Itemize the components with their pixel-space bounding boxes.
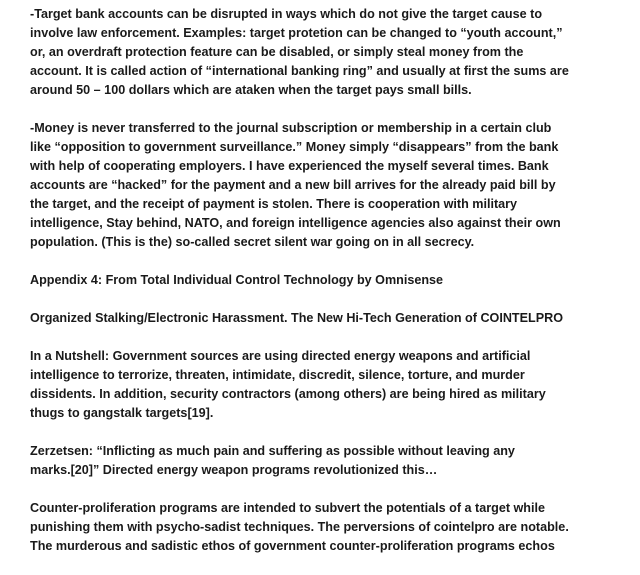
text-line: Organized Stalking/Electronic Harassment. The New Hi-Tech Generation of COINTELPRO [30, 311, 564, 325]
text-line: Counter-proliferation programs are intended to subvert the potentials of a target while [30, 501, 546, 515]
text-line: the target, and the receipt of payment is stolen. There is cooperation with military [30, 197, 518, 211]
paragraph-bank-disruption [30, 5, 634, 100]
text-line: population. (This is the) so-called secret silent war going on in all secrecy. [30, 235, 475, 249]
text-line: -Target bank accounts can be disrupted in ways which do not give the target cause to [30, 7, 543, 21]
paragraph-money-transfer [30, 119, 634, 252]
text-line: involve law enforcement. Examples: target protetion can be changed to “youth account,” [30, 26, 563, 40]
text-line: Zerzetsen: “Inflicting as much pain and suffering as possible without leaving any [30, 444, 515, 458]
text-line: intelligence, Stay behind, NATO, and foreign intelligence agencies also against their own [30, 216, 561, 230]
paragraph-zerzetsen [30, 442, 634, 480]
text-line: around 50 – 100 dollars which are ataken when the target pays small bills. [30, 83, 472, 97]
text-line: thugs to gangstalk targets[19]. [30, 406, 214, 420]
text-line: intelligence to terrorize, threaten, intimidate, discredit, silence, torture, and murder [30, 368, 525, 382]
paragraph-section-title [30, 309, 634, 328]
text-line: marks.[20]” Directed energy weapon programs revolutionized this… [30, 463, 438, 477]
text-line: like “opposition to government surveillance.” Money simply “disappears” from the bank [30, 140, 559, 154]
text-line: account. It is called action of “international banking ring” and usually at first the sums are [30, 64, 569, 78]
paragraph-counter-proliferation [30, 499, 634, 556]
text-line: -Money is never transferred to the journal subscription or membership in a certain club [30, 121, 552, 135]
text-line: Appendix 4: From Total Individual Control Technology by Omnisense [30, 273, 444, 287]
text-line: accounts are “hacked” for the payment and a new bill arrives for the already paid bill by [30, 178, 556, 192]
text-line: or, an overdraft protection feature can be disabled, or simply steal money from the [30, 45, 524, 59]
text-line: In a Nutshell: Government sources are using directed energy weapons and artificial [30, 349, 531, 363]
paragraph-appendix-heading [30, 271, 634, 290]
text-line: dissidents. In addition, security contractors (among others) are being hired as military [30, 387, 546, 401]
text-line: punishing them with psycho-sadist techniques. The perversions of cointelpro are notable. [30, 520, 569, 534]
document-body [30, 5, 634, 575]
paragraph-nutshell [30, 347, 634, 423]
text-line: with help of cooperating employers. I have experienced the myself several times. Bank [30, 159, 549, 173]
text-line: The murderous and sadistic ethos of government counter-proliferation programs echos [30, 539, 555, 553]
